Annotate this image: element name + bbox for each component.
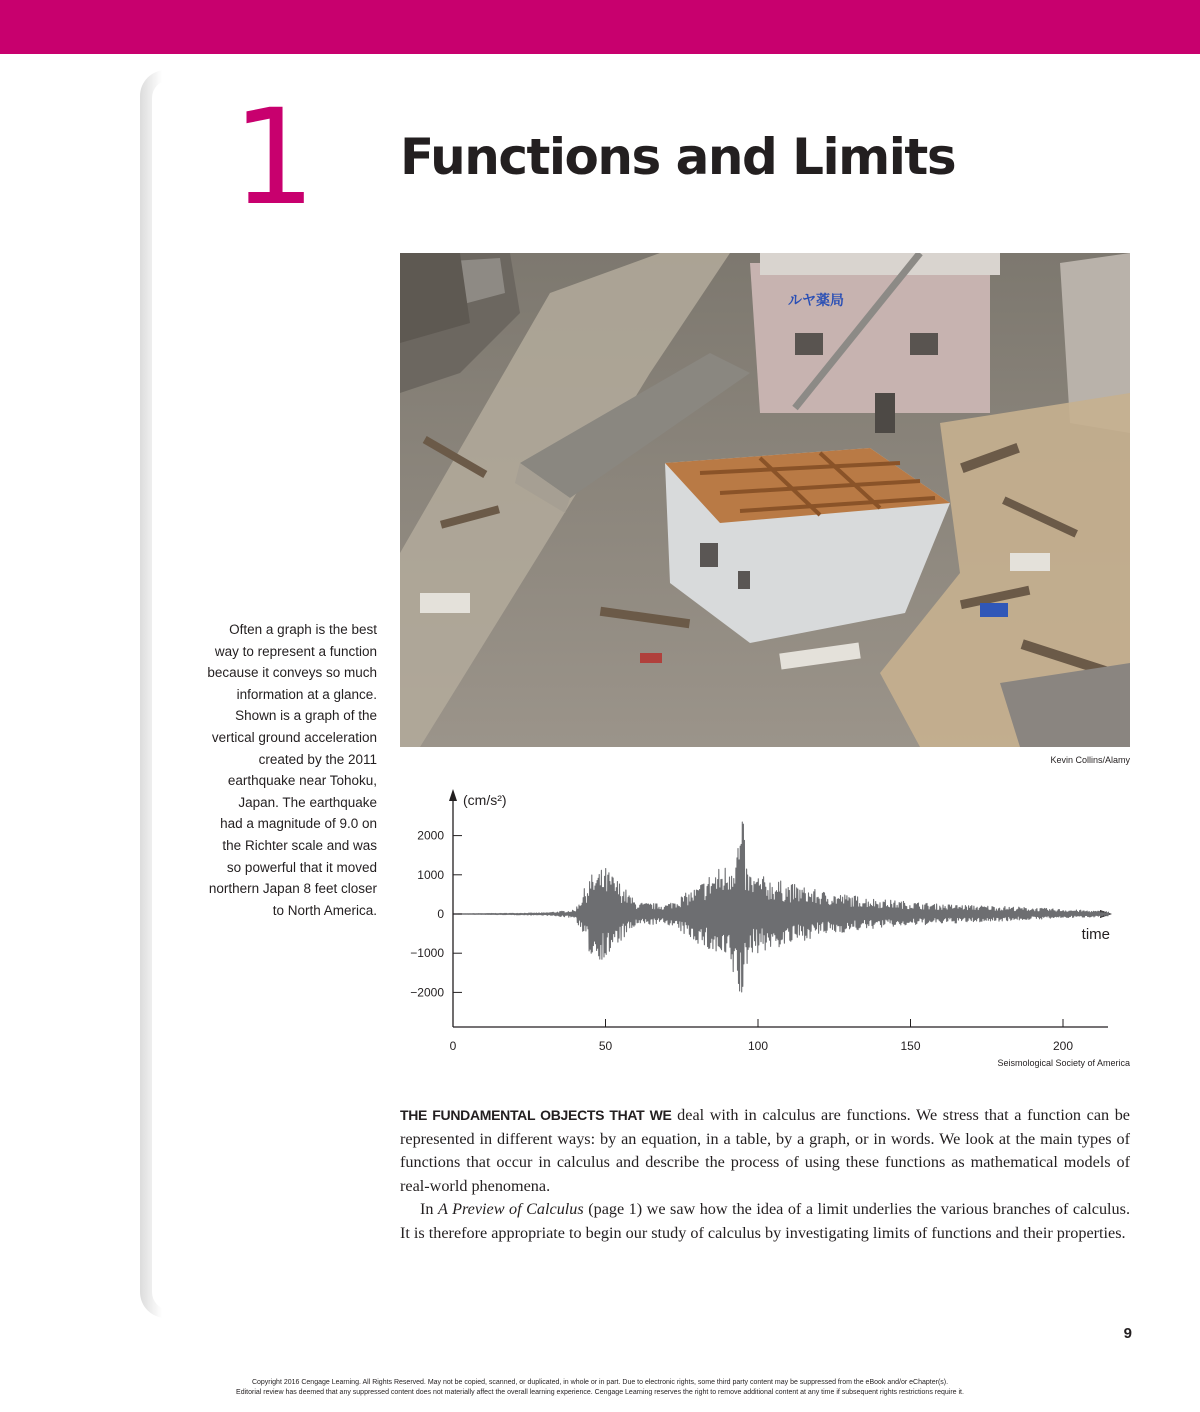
x-tick-label: 0 — [449, 1039, 457, 1053]
paragraph-1-rest: deal with in calculus are functions. We stress that a function can be represented in different ways: by an equation, in a table, by a graph, or in words. We look at the main types of functions that occur in calculus and describe the process of using these functions as mathematical models of real-world phenomena. — [400, 1106, 1130, 1195]
chapter-number: 1 — [232, 81, 316, 235]
sidebar-caption-line: created by the 2011 — [258, 751, 377, 767]
photo-credit: Kevin Collins/Alamy — [1050, 755, 1130, 765]
sidebar-caption-line: vertical ground acceleration — [211, 729, 377, 745]
sidebar-caption-line: Often a graph is the best — [229, 622, 377, 637]
x-axis-label: time — [1081, 926, 1110, 943]
sidebar-caption-line: the Richter scale and was — [222, 837, 377, 853]
chart-svg — [400, 775, 1130, 1060]
top-color-bar — [0, 0, 1200, 54]
page-number: 9 — [1123, 1325, 1132, 1342]
y-tick-label: 2000 — [417, 828, 444, 843]
sidebar-caption — [170, 619, 377, 921]
y-axis-label: (cm/s²) — [463, 792, 507, 808]
y-tick-label: −1000 — [410, 946, 444, 961]
sidebar-caption-line: had a magnitude of 9.0 on — [220, 816, 377, 832]
copyright-line-1: Copyright 2016 Cengage Learning. All Rights Reserved. May not be copied, scanned, or duplicated, in whole or in part. Due to electronic rights, some third party content may be suppressed from the eBook and/or eChapter(s). — [251, 1379, 949, 1386]
sidebar-caption-line: earthquake near Tohoku, — [227, 773, 377, 789]
book-title-reference: A Preview of Calculus — [438, 1200, 584, 1219]
sidebar-caption-line: to North America. — [272, 902, 377, 918]
sidebar-caption-line: Shown is a graph of the — [235, 708, 377, 724]
y-tick-label: −2000 — [410, 985, 444, 1000]
y-axis-arrow — [449, 789, 457, 801]
intro-paragraph-2 — [400, 1198, 1130, 1245]
acceleration-signal — [453, 822, 1109, 992]
x-tick-label: 200 — [1052, 1039, 1074, 1053]
paragraph-2-start: In — [420, 1200, 438, 1219]
x-tick-label: 150 — [900, 1039, 921, 1053]
acceleration-chart — [400, 775, 1130, 1060]
y-tick-label: 1000 — [417, 867, 444, 882]
sidebar-caption-line: Japan. The earthquake — [238, 794, 377, 810]
sidebar-caption-line: so powerful that it moved — [226, 859, 377, 875]
sidebar-caption-line: northern Japan 8 feet closer — [208, 881, 377, 897]
lead-in-caps: THE FUNDAMENTAL OBJECTS THAT WE — [400, 1107, 672, 1123]
sidebar-caption-line: because it conveys so much — [207, 665, 377, 681]
pharmacy-sign: ルヤ薬局 — [788, 293, 844, 309]
paragraph-2-rest: (page 1) we saw how the idea of a limit underlies the various branches of calculus. It is therefore appropriate to begin our study of calculus by investigating limits of functions and their properties. — [400, 1200, 1130, 1242]
x-tick-label: 100 — [747, 1039, 769, 1053]
x-tick-label: 50 — [598, 1039, 613, 1053]
earthquake-photo-illustration — [400, 253, 1130, 747]
sidebar-caption-line: way to represent a function — [214, 643, 377, 659]
y-tick-label: 0 — [437, 907, 444, 921]
chapter-title: Functions and Limits — [400, 128, 956, 186]
sidebar-caption-line: information at a glance. — [236, 686, 377, 702]
copyright-notice — [60, 1378, 1140, 1398]
earthquake-photo — [400, 253, 1130, 747]
intro-paragraph-1 — [400, 1104, 1130, 1198]
chart-source-credit: Seismological Society of America — [997, 1058, 1130, 1068]
intro-text — [400, 1104, 1130, 1246]
copyright-line-2: Editorial review has deemed that any suppressed content does not materially affect the overall learning experience. Cengage Learning reserves the right to remove additional content at any time if subsequent rights restrictions require it. — [236, 1389, 964, 1396]
